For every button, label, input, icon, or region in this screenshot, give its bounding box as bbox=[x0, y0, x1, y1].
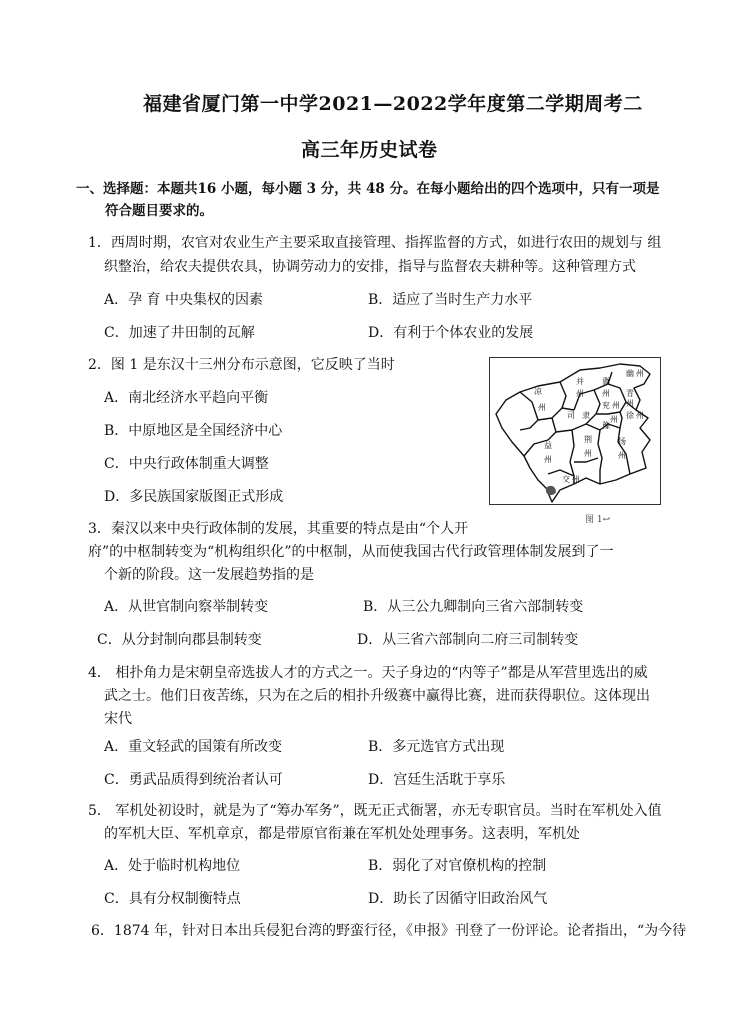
section-heading: 一、选择题：本题共16 小题，每小题 3 分，共 48 分。在每小题给出的四个选项中，只有一项是 bbox=[76, 181, 660, 197]
map-label: 荆 bbox=[584, 435, 592, 444]
map-label: 隶 bbox=[582, 411, 590, 420]
question-4-stem: 4． 相扑角力是宋朝皇帝选拔人才的方式之一。天子身边的“内等子”都是从军营里选出的威 bbox=[88, 665, 648, 681]
question-5-option-b[interactable]: B．弱化了对官僚机构的控制 bbox=[368, 858, 547, 874]
map-label: 州 bbox=[602, 389, 610, 398]
question-1-stem: 织整治，给农夫提供农具，协调劳动力的安排，指导与监督农夫耕种等。这种管理方式 bbox=[104, 259, 636, 275]
map-label: 交 bbox=[562, 475, 570, 484]
question-3-stem: 个新的阶段。这一发展趋势指的是 bbox=[104, 567, 314, 583]
question-4-option-b[interactable]: B．多元选官方式出现 bbox=[368, 739, 505, 755]
question-3-option-a[interactable]: A．从世官制向察举制转变 bbox=[104, 599, 269, 615]
map-label: 州 bbox=[612, 401, 620, 410]
map-label: 州 bbox=[584, 449, 592, 458]
map-label: 州 bbox=[576, 389, 584, 398]
question-3-stem: 3．秦汉以来中央行政体制的发展，其重要的特点是由“个人开 bbox=[88, 521, 469, 537]
question-3-stem: 府”的中枢制转变为“机构组织化”的中枢制，从而使我国古代行政管理体制发展到了一 bbox=[88, 544, 614, 560]
figure-caption: 图 1↩ bbox=[585, 515, 611, 525]
question-4-stem: 武之士。他们日夜苦练，只为在之后的相扑升级赛中赢得比赛，进而获得职位。这体现出 bbox=[104, 688, 650, 704]
question-4-option-a[interactable]: A．重文轻武的国策有所改变 bbox=[104, 739, 283, 755]
question-3-option-c[interactable]: C．从分封制向郡县制转变 bbox=[97, 632, 262, 648]
map-label: 州 bbox=[626, 399, 634, 408]
question-2-option-a[interactable]: A．南北经济水平趋向平衡 bbox=[104, 390, 269, 406]
map-label: 兖 bbox=[602, 401, 610, 410]
map-label: 益 bbox=[544, 441, 552, 450]
question-2-option-d[interactable]: D．多民族国家版图正式形成 bbox=[104, 489, 284, 505]
map-label: 青 bbox=[626, 389, 634, 398]
question-1-option-a[interactable]: A．孕 育 中央集权的因素 bbox=[104, 292, 264, 308]
map-label: 州 bbox=[538, 403, 546, 412]
map-label: 徐 bbox=[626, 411, 634, 420]
question-5-stem: 的军机大臣、军机章京，都是带原官衔兼在军机处处理事务。这表明，军机处 bbox=[104, 826, 580, 842]
map-label: 豫 bbox=[602, 421, 610, 430]
map-label: 凉 bbox=[534, 387, 542, 396]
question-4-option-d[interactable]: D．宫廷生活耽于享乐 bbox=[368, 772, 506, 788]
question-1-option-c[interactable]: C．加速了井田制的瓦解 bbox=[104, 325, 255, 341]
question-4-stem: 宋代 bbox=[104, 711, 132, 727]
map-label: 州 bbox=[544, 455, 552, 464]
page-subtitle: 高三年历史试卷 bbox=[301, 139, 438, 161]
question-3-option-d[interactable]: D．从三省六部制向二府三司制转变 bbox=[357, 632, 579, 648]
map-label: 州 bbox=[636, 411, 644, 420]
map-label: 州 bbox=[610, 415, 618, 424]
map-label: 并 bbox=[576, 377, 584, 386]
question-2-stem: 2．图 1 是东汉十三州分布示意图，它反映了当时 bbox=[88, 357, 395, 373]
question-5-stem: 5． 军机处初设时，就是为了“筹办军务”，既无正式衙署，亦无专职官员。当时在军机处入值 bbox=[88, 803, 662, 819]
page-title: 福建省厦门第一中学2021—2022学年度第二学期周考二 bbox=[143, 93, 643, 115]
question-6-stem: 6．1874 年，针对日本出兵侵犯台湾的野蛮行径，《申报》刊登了一份评论。论者指出，“为今待 bbox=[91, 923, 687, 939]
question-1-option-b[interactable]: B．适应了当时生产力水平 bbox=[368, 292, 533, 308]
question-1-option-d[interactable]: D．有利于个体农业的发展 bbox=[368, 325, 534, 341]
question-5-option-a[interactable]: A．处于临时机构地位 bbox=[104, 858, 241, 874]
section-heading-cont: 符合题目要求的。 bbox=[105, 203, 213, 219]
han-thirteen-provinces-map bbox=[489, 357, 661, 505]
question-2-option-b[interactable]: B．中原地区是全国经济中心 bbox=[104, 423, 283, 439]
question-5-option-d[interactable]: D．助长了因循守旧政治风气 bbox=[368, 891, 548, 907]
map-label: 州 bbox=[572, 475, 580, 484]
map-label: 扬 bbox=[618, 437, 626, 446]
map-label: 幽 bbox=[626, 369, 634, 378]
map-label: 司 bbox=[567, 411, 575, 420]
map-drawing bbox=[490, 358, 660, 504]
question-3-option-b[interactable]: B．从三公九卿制向三省六部制转变 bbox=[363, 599, 584, 615]
question-5-option-c[interactable]: C．具有分权制衡特点 bbox=[104, 891, 241, 907]
map-label: 冀 bbox=[602, 377, 610, 386]
question-4-option-c[interactable]: C．勇武品质得到统治者认可 bbox=[104, 772, 283, 788]
question-1-stem: 1．西周时期，农官对农业生产主要采取直接管理、指挥监督的方式，如进行农田的规划与 组 bbox=[88, 235, 662, 251]
map-label: 州 bbox=[618, 451, 626, 460]
map-label: 州 bbox=[636, 369, 644, 378]
question-2-option-c[interactable]: C．中央行政体制重大调整 bbox=[104, 456, 269, 472]
